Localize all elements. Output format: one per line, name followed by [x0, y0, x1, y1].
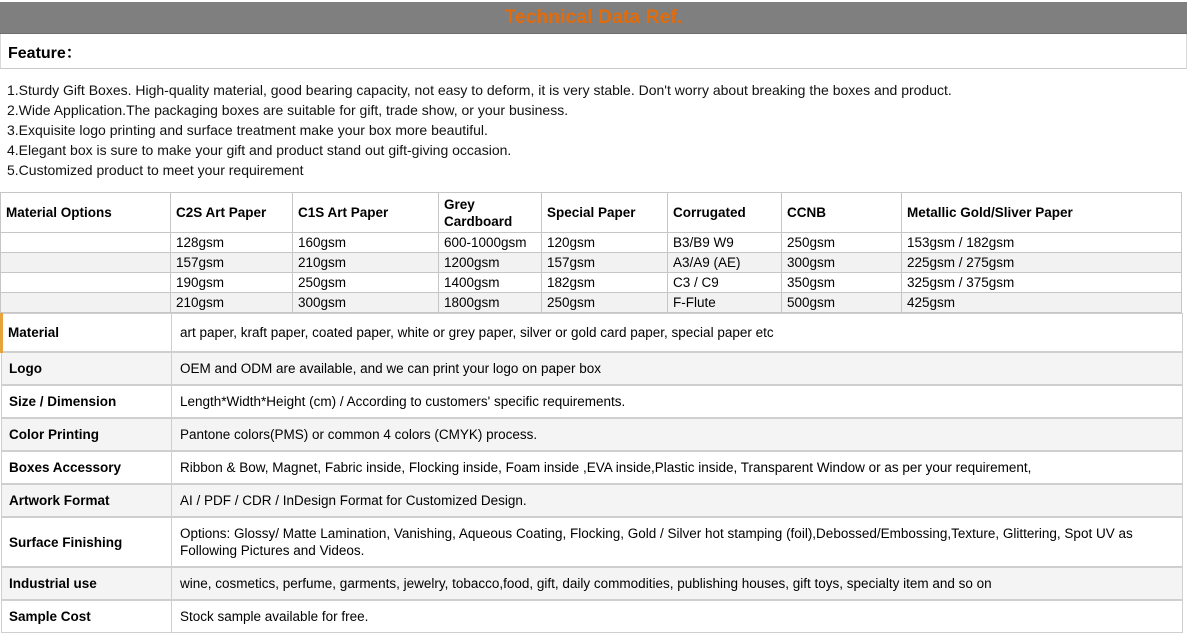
title-bar	[0, 2, 1187, 34]
table-row	[2, 600, 1183, 633]
materials-cell: 160gsm	[293, 233, 439, 253]
spec-value: Options: Glossy/ Matte Lamination, Vanishing, Aqueous Coating, Flocking, Gold / Silver hot stamping (foil),Debossed/Embossing,Texture, Glittering, Spot UV as Following Pictures and Videos.	[172, 517, 1183, 567]
feature-heading-band	[0, 34, 1187, 69]
spec-label: Color Printing	[2, 418, 172, 451]
table-row	[1, 233, 1182, 253]
spec-value: art paper, kraft paper, coated paper, white or grey paper, silver or gold card paper, special paper etc	[172, 314, 1183, 353]
materials-cell	[1, 293, 171, 313]
materials-column-header: C1S Art Paper	[293, 193, 439, 233]
materials-cell: C3 / C9	[668, 273, 782, 293]
feature-heading: Feature：	[8, 44, 82, 62]
feature-list	[0, 69, 1187, 188]
materials-cell: 210gsm	[293, 253, 439, 273]
materials-cell: 153gsm / 182gsm	[902, 233, 1182, 253]
spec-value: Length*Width*Height (cm) / According to customers' specific requirements.	[172, 385, 1183, 418]
material-options-table	[0, 192, 1182, 313]
materials-cell: B3/B9 W9	[668, 233, 782, 253]
specifications-table	[0, 313, 1183, 633]
feature-item: 3.Exquisite logo printing and surface treatment make your box more beautiful.	[7, 122, 488, 138]
materials-header-row	[1, 193, 1182, 233]
table-row	[2, 484, 1183, 517]
materials-cell: 500gsm	[782, 293, 902, 313]
spec-value: Pantone colors(PMS) or common 4 colors (CMYK) process.	[172, 418, 1183, 451]
materials-cell: 250gsm	[542, 293, 668, 313]
spec-value: Ribbon & Bow, Magnet, Fabric inside, Flocking inside, Foam inside ,EVA inside,Plastic inside, Transparent Window or as per your requirement,	[172, 451, 1183, 484]
spec-label: Size / Dimension	[2, 385, 172, 418]
table-row	[2, 517, 1183, 567]
materials-cell: 1400gsm	[439, 273, 542, 293]
feature-item: 4.Elegant box is sure to make your gift and product stand out gift-giving occasion.	[7, 142, 512, 158]
materials-cell: 250gsm	[293, 273, 439, 293]
table-row	[2, 352, 1183, 385]
table-row	[2, 451, 1183, 484]
table-row	[2, 567, 1183, 600]
feature-item: 2.Wide Application.The packaging boxes are suitable for gift, trade show, or your business.	[7, 102, 569, 118]
materials-column-header: Grey Cardboard	[439, 193, 542, 233]
materials-cell	[1, 253, 171, 273]
table-row	[1, 253, 1182, 273]
materials-cell	[1, 233, 171, 253]
feature-item: 1.Sturdy Gift Boxes. High-quality material, good bearing capacity, not easy to deform, it is very stable. Don't worry about breaking the boxes and product.	[7, 82, 952, 98]
spec-label: Artwork Format	[2, 484, 172, 517]
materials-cell: 1800gsm	[439, 293, 542, 313]
spec-value: OEM and ODM are available, and we can print your logo on paper box	[172, 352, 1183, 385]
materials-cell: 1200gsm	[439, 253, 542, 273]
feature-item: 5.Customized product to meet your requirement	[7, 162, 304, 178]
table-row	[2, 314, 1183, 353]
materials-cell: 300gsm	[293, 293, 439, 313]
spec-value: AI / PDF / CDR / InDesign Format for Customized Design.	[172, 484, 1183, 517]
materials-cell: 210gsm	[171, 293, 293, 313]
technical-data-page	[0, 2, 1187, 622]
materials-cell: 300gsm	[782, 253, 902, 273]
spec-label: Boxes Accessory	[2, 451, 172, 484]
materials-cell: F-Flute	[668, 293, 782, 313]
table-row	[2, 385, 1183, 418]
materials-cell: 350gsm	[782, 273, 902, 293]
table-row	[1, 273, 1182, 293]
materials-cell: 225gsm / 275gsm	[902, 253, 1182, 273]
spec-label: Surface Finishing	[2, 517, 172, 567]
spec-label: Sample Cost	[2, 600, 172, 633]
materials-column-header: Corrugated	[668, 193, 782, 233]
page-title: Technical Data Ref.	[504, 6, 683, 28]
materials-cell: 157gsm	[542, 253, 668, 273]
materials-cell	[1, 273, 171, 293]
table-row	[1, 293, 1182, 313]
materials-column-header: Metallic Gold/Sliver Paper	[902, 193, 1182, 233]
spec-label: Logo	[2, 352, 172, 385]
spec-value: wine, cosmetics, perfume, garments, jewelry, tobacco,food, gift, daily commodities, publishing houses, gift toys, specialty item and so on	[172, 567, 1183, 600]
materials-cell: 325gsm / 375gsm	[902, 273, 1182, 293]
spec-value: Stock sample available for free.	[172, 600, 1183, 633]
materials-cell: 128gsm	[171, 233, 293, 253]
materials-column-header: Material Options	[1, 193, 171, 233]
materials-column-header: C2S Art Paper	[171, 193, 293, 233]
materials-column-header: CCNB	[782, 193, 902, 233]
materials-cell: 425gsm	[902, 293, 1182, 313]
materials-cell: A3/A9 (AE)	[668, 253, 782, 273]
materials-cell: 190gsm	[171, 273, 293, 293]
table-row	[2, 418, 1183, 451]
materials-cell: 120gsm	[542, 233, 668, 253]
materials-cell: 250gsm	[782, 233, 902, 253]
spec-label: Industrial use	[2, 567, 172, 600]
materials-cell: 600-1000gsm	[439, 233, 542, 253]
spec-label: Material	[2, 314, 172, 353]
materials-cell: 157gsm	[171, 253, 293, 273]
materials-cell: 182gsm	[542, 273, 668, 293]
materials-column-header: Special Paper	[542, 193, 668, 233]
